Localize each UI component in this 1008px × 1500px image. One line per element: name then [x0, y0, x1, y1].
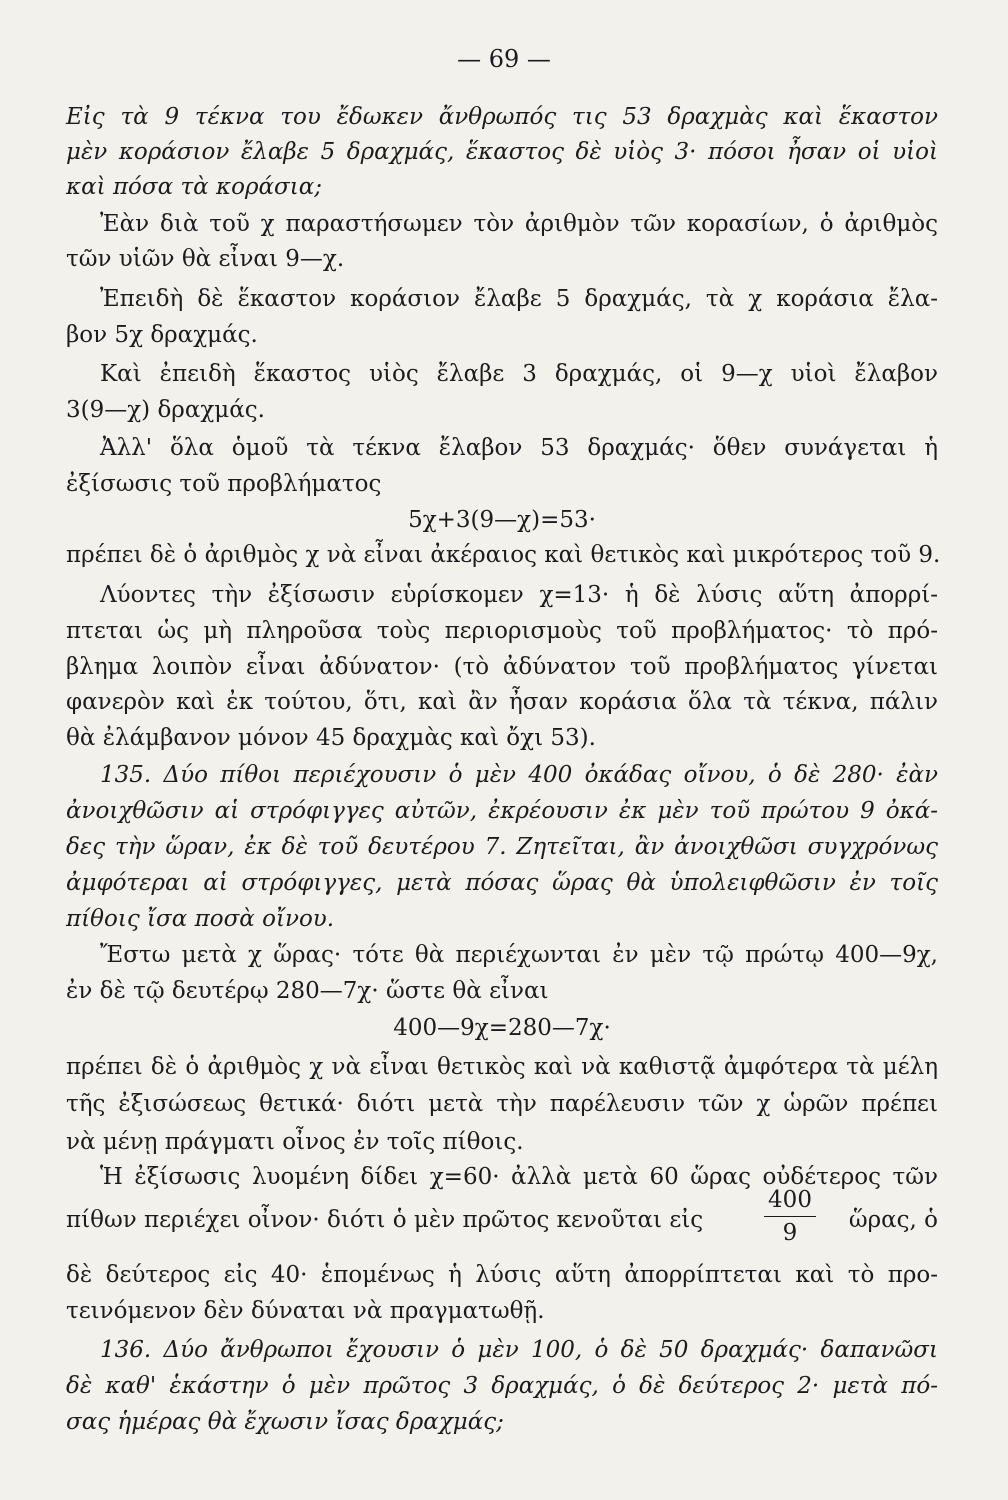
- text-line: πρέπει δὲ ὁ ἀριθμὸς χ νὰ εἶναι θετικὸς καὶ νὰ καθιστᾷ ἀμφότερα τὰ μέλη: [66, 1054, 938, 1080]
- text-line: ἐξίσωσις τοῦ προβλήματος: [66, 471, 382, 497]
- text-line: δὲ καθ' ἑκάστην ὁ μὲν πρῶτος 3 δραχμάς, ὁ δὲ δεύτερος 2· μετὰ πό-: [66, 1373, 938, 1399]
- text-line: πίθοις ἴσα ποσὰ οἴνου.: [66, 906, 335, 932]
- problem-135: 135. Δύο πίθοι περιέχουσιν ὁ μὲν 400 ὀκάδας οἴνου, ὁ δὲ 280· ἐὰν: [100, 762, 938, 788]
- text-line: βον 5χ δραχμάς.: [66, 322, 258, 348]
- text-line: Λύοντες τὴν ἐξίσωσιν εὑρίσκομεν χ=13· ἡ δὲ λύσις αὕτη ἀπορρί-: [100, 582, 938, 608]
- text-line: ἀμφότεραι αἱ στρόφιγγες, μετὰ πόσας ὥρας θὰ ὑπολειφθῶσιν ἐν τοῖς: [66, 870, 938, 896]
- text-line: καὶ πόσα τὰ κοράσια;: [66, 174, 322, 200]
- text-line: τῶν υἱῶν θὰ εἶναι 9—χ.: [66, 246, 345, 272]
- page-number: — 69 —: [457, 45, 551, 73]
- text-line: θὰ ἐλάμβανον μόνον 45 δραχμὰς καὶ ὄχι 53).: [66, 725, 596, 751]
- text-line: τῆς ἐξισώσεως θετικά· διότι μετὰ τὴν παρέλευσιν τῶν χ ὡρῶν πρέπει: [66, 1091, 938, 1117]
- text-line: Καὶ ἐπειδὴ ἕκαστος υἱὸς ἔλαβε 3 δραχμάς, οἱ 9—χ υἱοὶ ἔλαβον: [100, 361, 938, 387]
- text-line: πτεται ὡς μὴ πληροῦσα τοὺς περιορισμοὺς τοῦ προβλήματος· τὸ πρό-: [66, 618, 938, 644]
- equation: 5χ+3(9—χ)=53·: [408, 507, 596, 533]
- text-line: Εἰς τὰ 9 τέκνα του ἔδωκεν ἄνθρωπός τις 53 δραχμὰς καὶ ἕκαστον: [66, 104, 938, 130]
- fraction: [760, 1186, 820, 1247]
- text-line: Ἐπειδὴ δὲ ἕκαστον κοράσιον ἔλαβε 5 δραχμάς, τὰ χ κοράσια ἔλα-: [100, 286, 938, 312]
- text-line: πρέπει δὲ ὁ ἀριθμὸς χ νὰ εἶναι ἀκέραιος καὶ θετικὸς καὶ μικρότερος τοῦ 9.: [66, 542, 941, 568]
- text-line: Ἀλλ' ὅλα ὁμοῦ τὰ τέκνα ἔλαβον 53 δραχμάς· ὅθεν συνάγεται ἡ: [100, 435, 938, 461]
- text-line: φανερὸν καὶ ἐκ τούτου, ὅτι, καὶ ἂν ἦσαν κοράσια ὅλα τὰ τέκνα, πάλιν: [66, 689, 938, 715]
- fraction-bar: [764, 1216, 816, 1217]
- fraction-denominator: 9: [782, 1220, 798, 1246]
- text-line: μὲν κοράσιον ἔλαβε 5 δραχμάς, ἕκαστος δὲ υἱὸς 3· πόσοι ἦσαν οἱ υἱοὶ: [66, 139, 938, 165]
- text-line: νὰ μένῃ πράγματι οἶνος ἐν τοῖς πίθοις.: [66, 1129, 524, 1155]
- fraction-numerator: 400: [768, 1187, 812, 1213]
- text-line: Ἡ ἐξίσωσις λυομένη δίδει χ=60· ἀλλὰ μετὰ 60 ὥρας οὐδέτερος τῶν: [100, 1164, 938, 1190]
- problem-136: 136. Δύο ἄνθρωποι ἔχουσιν ὁ μὲν 100, ὁ δὲ 50 δραχμάς· δαπανῶσι: [100, 1337, 938, 1363]
- text-line: ἀνοιχθῶσιν αἱ στρόφιγγες αὐτῶν, ἐκρέουσιν ἐκ μὲν τοῦ πρώτου 9 ὀκά-: [66, 798, 938, 824]
- text-line: ὥρας, ὁ: [848, 1207, 938, 1233]
- text-line: πίθων περιέχει οἶνον· διότι ὁ μὲν πρῶτος κενοῦται εἰς: [66, 1207, 704, 1233]
- text-line: βλημα λοιπὸν εἶναι ἀδύνατον· (τὸ ἀδύνατον τοῦ προβλήματος γίνεται: [66, 654, 938, 680]
- text-line: Ἐὰν διὰ τοῦ χ παραστήσωμεν τὸν ἀριθμὸν τῶν κορασίων, ὁ ἀριθμὸς: [100, 211, 938, 237]
- text-line: Ἔστω μετὰ χ ὥρας· τότε θὰ περιέχωνται ἐν μὲν τῷ πρώτῳ 400—9χ,: [100, 942, 938, 968]
- text-line: ἐν δὲ τῷ δευτέρῳ 280—7χ· ὥστε θὰ εἶναι: [66, 978, 549, 1004]
- equation: 400—9χ=280—7χ·: [393, 1015, 611, 1041]
- text-line: τεινόμενον δὲν δύναται νὰ πραγματωθῇ.: [66, 1298, 545, 1324]
- text-line: δὲ δεύτερος εἰς 40· ἑπομένως ἡ λύσις αὕτη ἀπορρίπτεται καὶ τὸ προ-: [66, 1262, 938, 1288]
- text-line: 3(9—χ) δραχμάς.: [66, 397, 265, 423]
- text-line: δες τὴν ὥραν, ἐκ δὲ τοῦ δευτέρου 7. Ζητεῖται, ἂν ἀνοιχθῶσι συγχρόνως: [66, 834, 938, 860]
- text-line: σας ἡμέρας θὰ ἔχωσιν ἴσας δραχμάς;: [66, 1409, 504, 1435]
